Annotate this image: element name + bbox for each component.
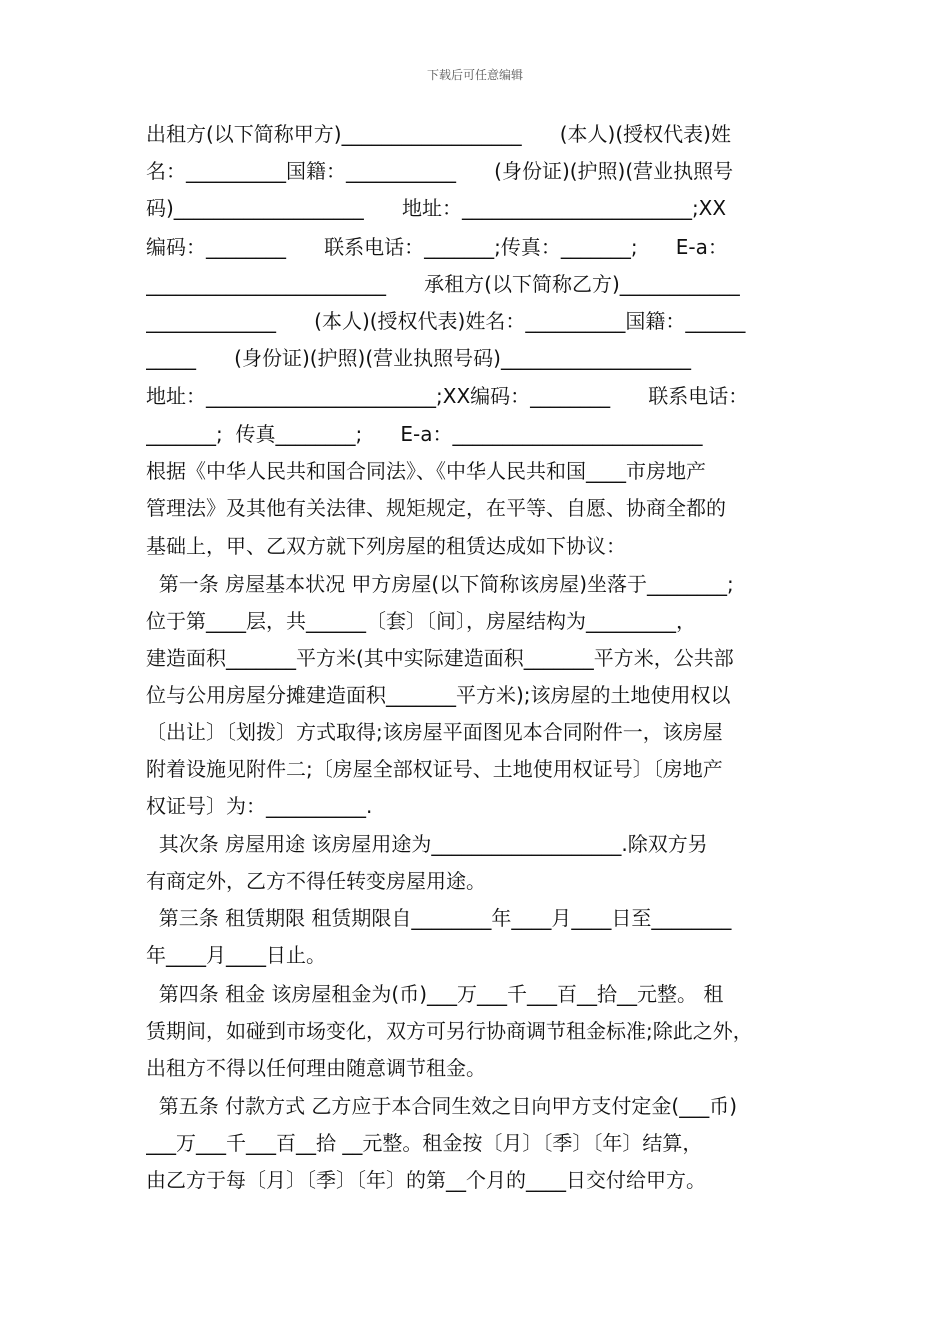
- text-line: 有商定外，乙方不得任转变房屋用途。: [146, 869, 486, 893]
- page-header-note: 下载后可任意编辑: [426, 68, 523, 82]
- text-line: 〔出让〕〔划拨〕方式取得;该房屋平面图见本合同附件一，该房屋: [146, 720, 723, 744]
- text-line: 年____月____日止。: [146, 943, 326, 967]
- text-line: ________________________ 承租方(以下简称乙方)____________: [146, 272, 740, 296]
- text-line: 第四条 租金 该房屋租金为(币)___万___千___百__拾__元整。 租: [146, 982, 724, 1006]
- text-line: _____________ (本人)(授权代表)姓名：__________国籍：______: [146, 309, 746, 333]
- text-line: 位与公用房屋分摊建造面积_______平方米);该房屋的土地使用权以: [146, 683, 731, 707]
- text-line: 地址：_______________________;XX编码：________ 联系电话：: [146, 384, 749, 408]
- text-line: 码)___________________ 地址：_______________________;XX: [146, 196, 727, 220]
- text-line: 赁期间，如碰到市场变化，双方可另行协商调节租金标准;除此之外，: [146, 1019, 753, 1043]
- text-line: 第五条 付款方式 乙方应于本合同生效之日向甲方支付定金(___币): [146, 1094, 738, 1118]
- text-line: 编码：________ 联系电话：_______;传真：_______; E-a：: [146, 235, 728, 259]
- text-line: 建造面积_______平方米(其中实际建造面积_______平方米，公共部: [146, 646, 734, 670]
- text-line: 由乙方于每〔月〕〔季〕〔年〕的第__个月的____日交付给甲方。: [146, 1168, 706, 1192]
- text-line: 权证号〕为：__________.: [146, 794, 373, 818]
- text-line: 出租方(以下简称甲方)__________________ (本人)(授权代表)姓: [146, 122, 731, 146]
- text-line: _______; 传真________; E-a：_________________________: [146, 422, 703, 446]
- text-line: 根据《中华人民共和国合同法》、《中华人民共和国____市房地产: [146, 459, 706, 483]
- text-line: _____ (身份证)(护照)(营业执照号码)___________________: [146, 346, 691, 370]
- text-line: 位于第____层，共______〔套〕〔间〕，房屋结构为_________，: [146, 609, 696, 633]
- text-line: 基础上，甲、乙双方就下列房屋的租赁达成如下协议：: [146, 534, 626, 558]
- text-line: 管理法》及其他有关法律、规矩规定，在平等、自愿、协商全都的: [146, 496, 726, 520]
- text-line: 第一条 房屋基本状况 甲方房屋(以下简称该房屋)坐落于________;: [146, 572, 734, 596]
- text-line: 附着设施见附件二;〔房屋全部权证号、土地使用权证号〕〔房地产: [146, 757, 723, 781]
- text-line: 名：__________国籍：___________ (身份证)(护照)(营业执照号: [146, 159, 734, 183]
- text-line: 出租方不得以任何理由随意调节租金。: [146, 1056, 486, 1080]
- text-line: 其次条 房屋用途 该房屋用途为___________________.除双方另: [146, 832, 708, 856]
- text-line: ___万___千___百__拾 __元整。租金按〔月〕〔季〕〔年〕结算，: [146, 1131, 703, 1155]
- text-line: 第三条 租赁期限 租赁期限自________年____月____日至________: [146, 906, 732, 930]
